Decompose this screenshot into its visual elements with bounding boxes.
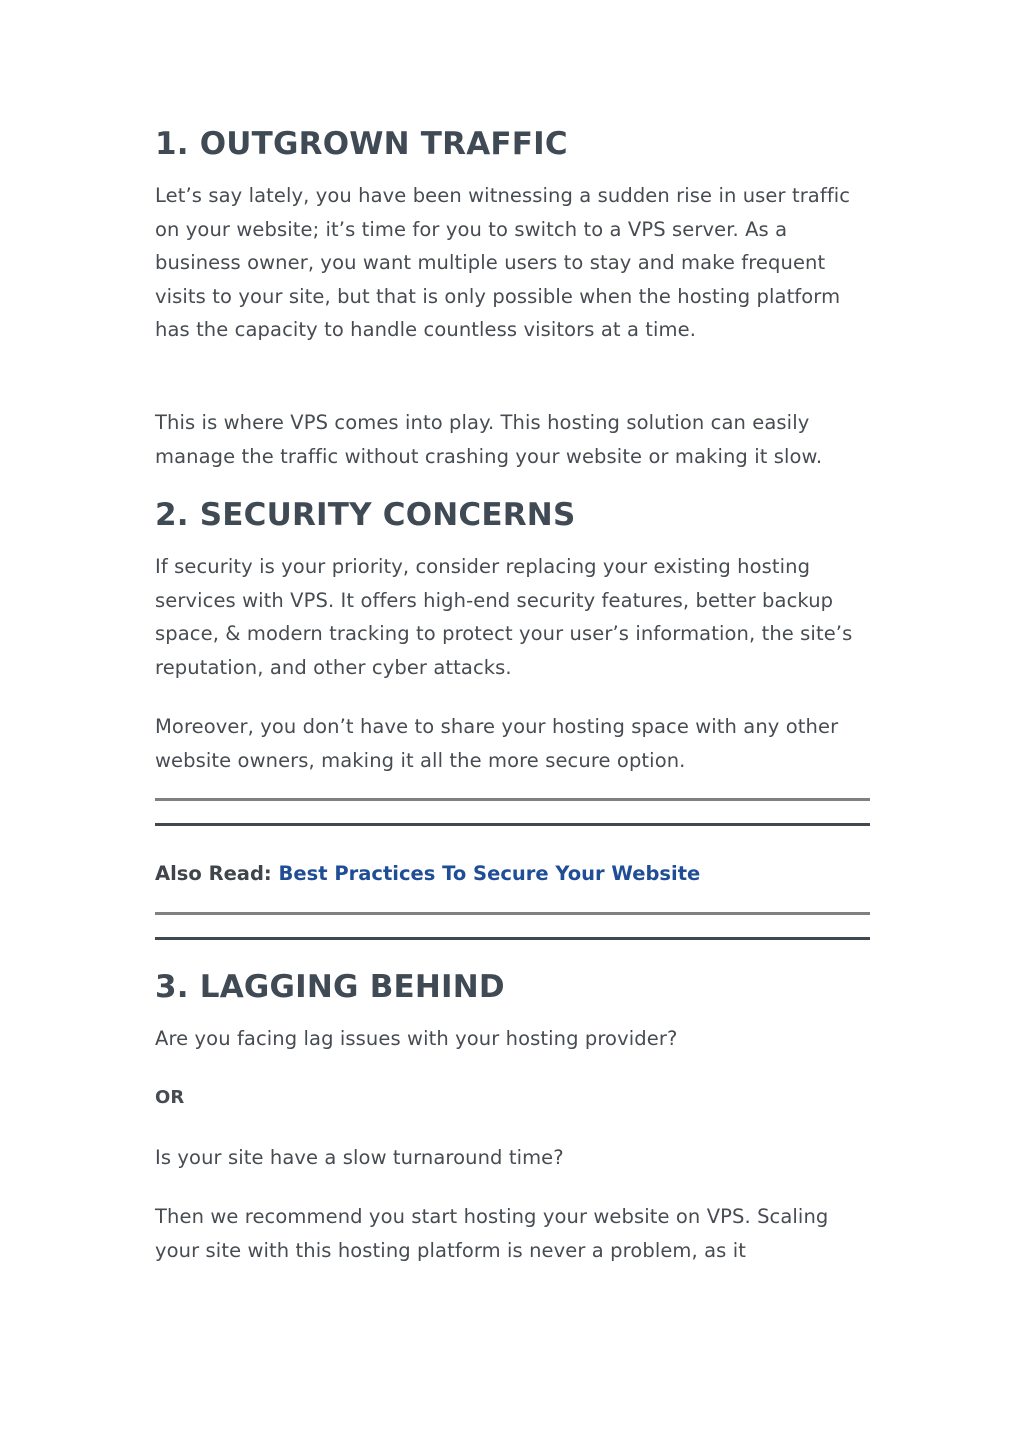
paragraph: Are you facing lag issues with your hosting provider? (155, 1027, 678, 1050)
also-read (155, 857, 700, 891)
paragraph: Is your site have a slow turnaround time? (155, 1146, 564, 1169)
paragraph: If security is your priority, consider replacing your existing hosting services with VPS. It offers high-end security features, better backup space, & modern tracking to protect your user’s information, the site’s reputation, and other cyber attacks. (155, 555, 853, 679)
paragraph: Moreover, you don’t have to share your hosting space with any other website owners, making it all the more secure option. (155, 715, 839, 772)
also-read-label: Also Read: (155, 862, 272, 885)
or-separator: OR (155, 1087, 185, 1108)
divider-line (155, 912, 870, 915)
section-heading-security-concerns: 2. SECURITY CONCERNS (155, 497, 576, 533)
paragraph: Then we recommend you start hosting your website on VPS. Scaling your site with this hosting platform is never a problem, as it (155, 1205, 829, 1262)
paragraph: This is where VPS comes into play. This hosting solution can easily manage the traffic without crashing your website or making it slow. (155, 411, 823, 468)
section-heading-outgrown-traffic: 1. OUTGROWN TRAFFIC (155, 126, 568, 162)
divider-line (155, 823, 870, 826)
also-read-link[interactable]: Best Practices To Secure Your Website (278, 862, 701, 885)
divider-line (155, 937, 870, 940)
section-heading-lagging-behind: 3. LAGGING BEHIND (155, 969, 505, 1005)
divider-line (155, 798, 870, 801)
paragraph: Let’s say lately, you have been witnessing a sudden rise in user traffic on your website; it’s time for you to switch to a VPS server. As a business owner, you want multiple users to stay and make frequent visits to your site, but that is only possible when the hosting platform has the capacity to handle countless visitors at a time. (155, 184, 851, 341)
